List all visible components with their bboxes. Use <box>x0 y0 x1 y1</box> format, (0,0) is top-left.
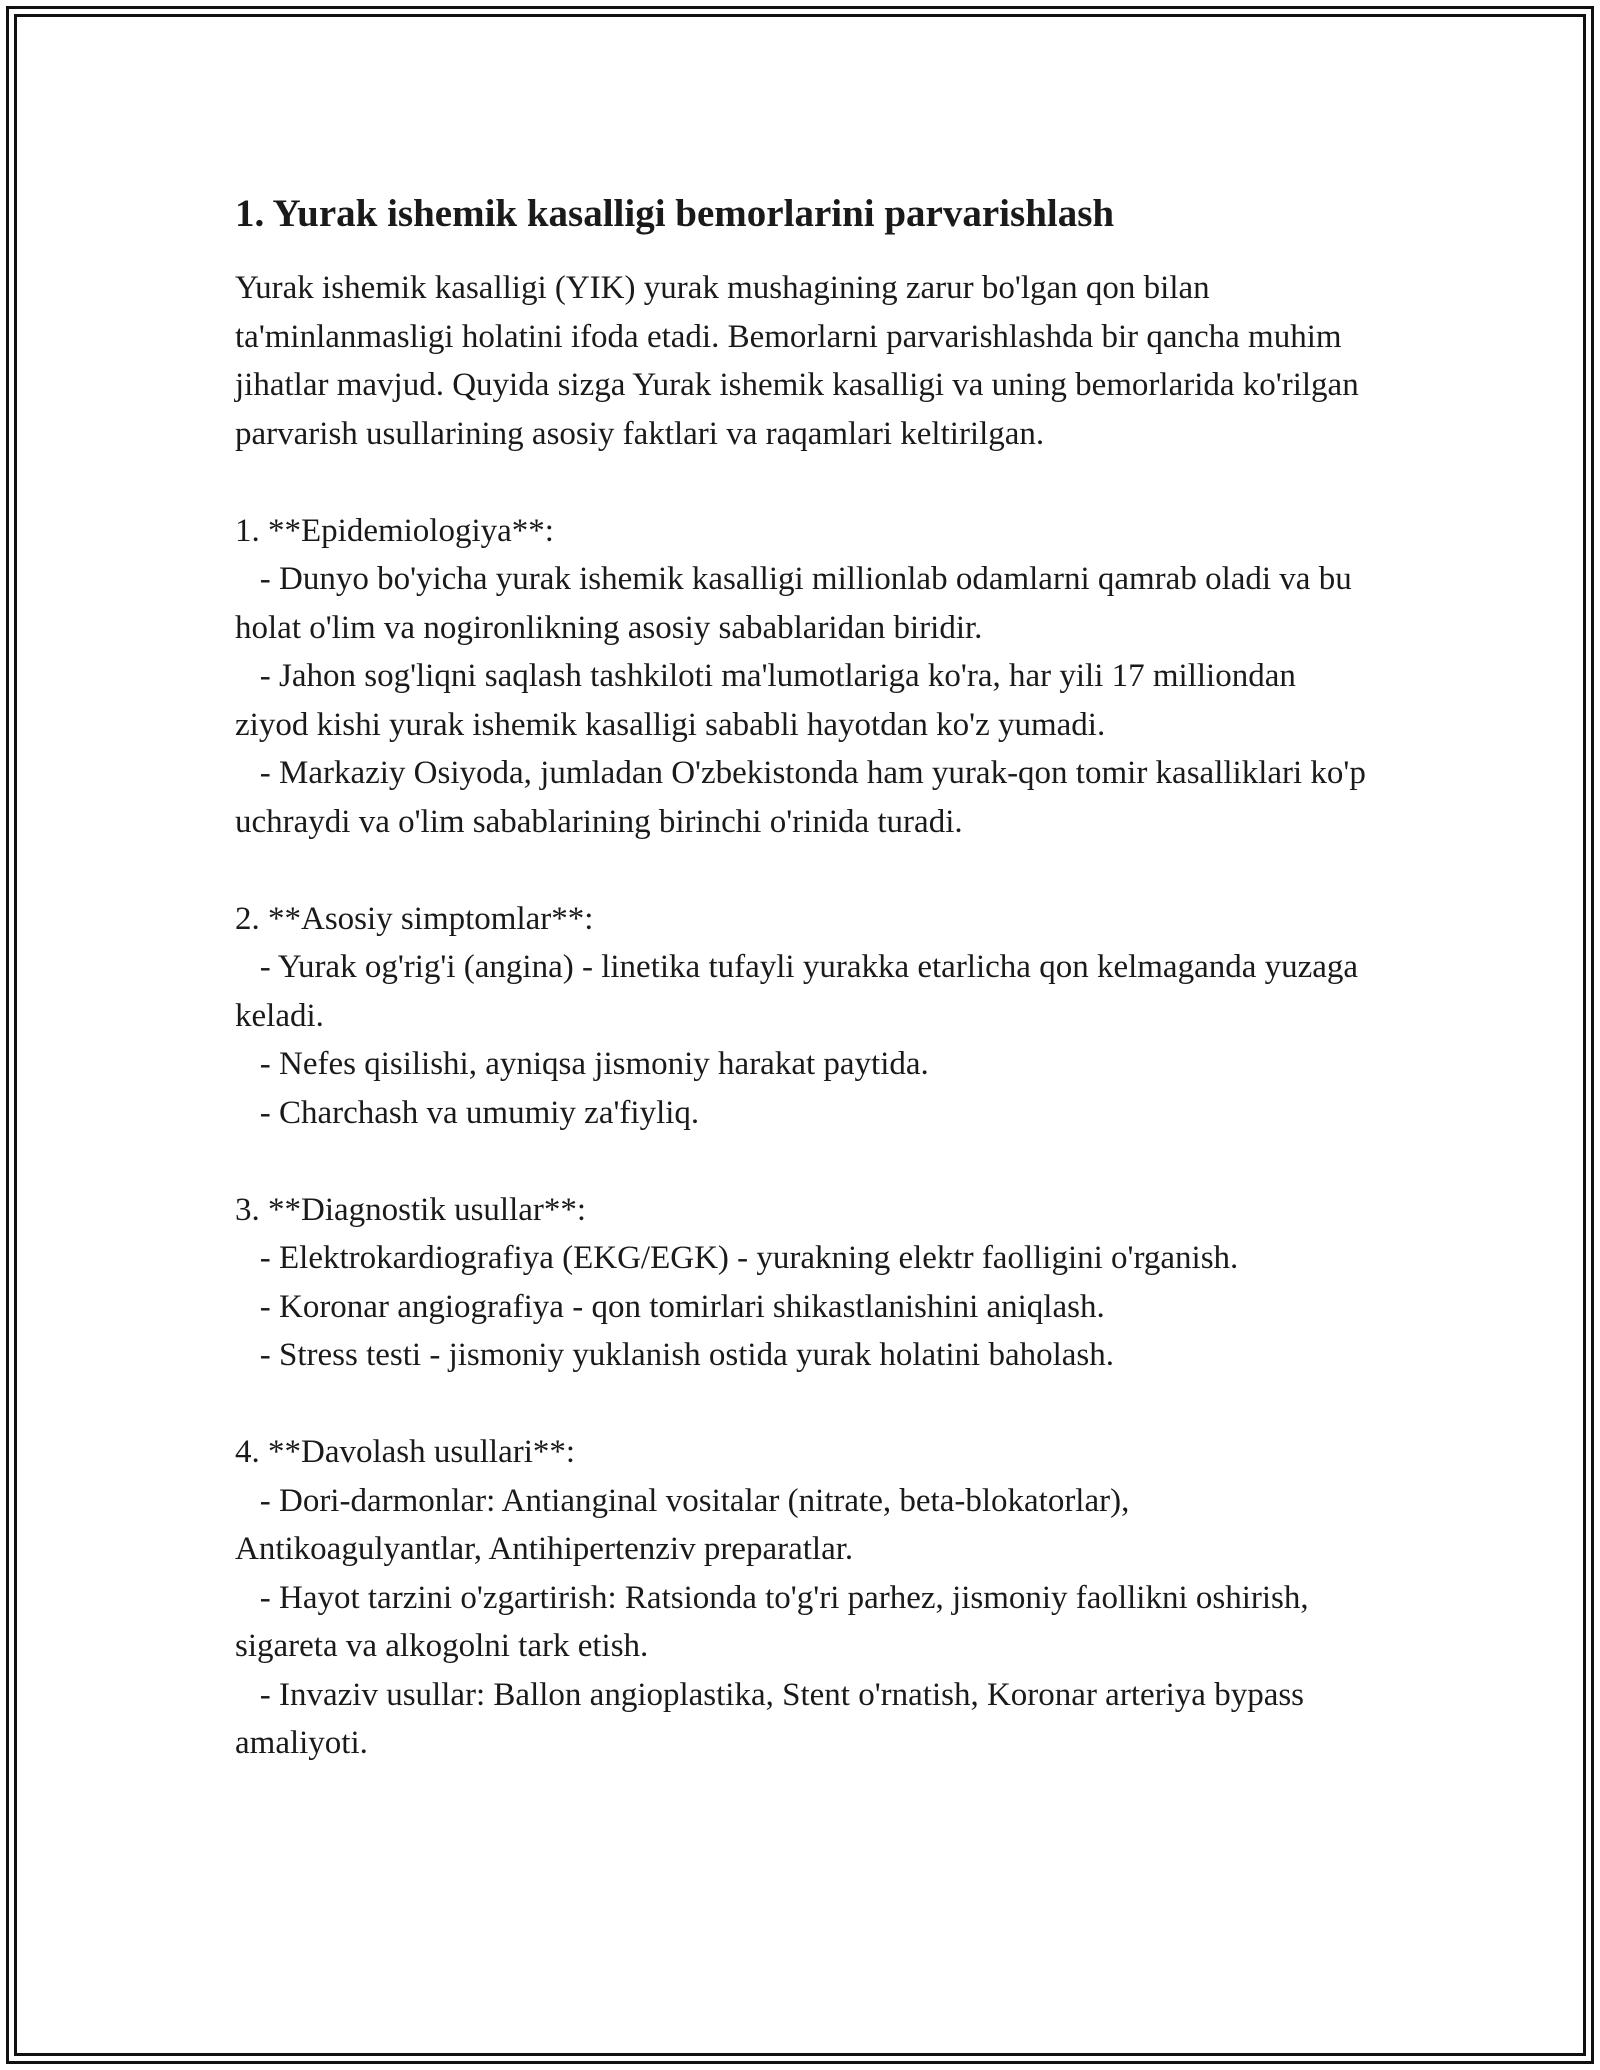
section-symptoms <box>235 895 1375 1138</box>
section-heading: 3. **Diagnostik usullar**: <box>235 1191 587 1228</box>
list-item: - Stress testi - jismoniy yuklanish ostida yurak holatini baholash. <box>235 1337 1114 1373</box>
list-item: - Dunyo bo'yicha yurak ishemik kasalligi millionlab odamlarni qamrab oladi va bu holat o'lim va nogironlikning asosiy sabablaridan biridir. <box>235 561 1360 646</box>
list-item: - Charchash va umumiy za'fiyliq. <box>235 1094 700 1131</box>
list-item: - Nefes qisilishi, ayniqsa jismoniy harakat paytida. <box>235 1046 929 1082</box>
section-heading: 2. **Asosiy simptomlar**: <box>235 900 594 937</box>
list-item: - Jahon sog'liqni saqlash tashkiloti ma'lumotlariga ko'ra, har yili 17 milliondan ziyod kishi yurak ishemik kasalligi sababli hayotdan ko'z yumadi. <box>235 658 1305 743</box>
section-treatment <box>235 1428 1375 1768</box>
section-heading: 4. **Davolash usullari**: <box>235 1434 576 1470</box>
list-item: - Markaziy Osiyoda, jumladan O'zbekistonda ham yurak-qon tomir kasalliklari ko'p uchraydi va o'lim sabablarining birinchi o'rinida turadi. <box>235 755 1375 840</box>
document-body <box>235 186 1375 1768</box>
list-item: - Invaziv usullar: Ballon angioplastika, Stent o'rnatish, Koronar arteriya bypass amaliyoti. <box>235 1676 1313 1761</box>
intro-paragraph: Yurak ishemik kasalligi (YIK) yurak mushagining zarur bo'lgan qon bilan ta'minlanmasligi holatini ifoda etadi. Bemorlarni parvarishlashda bir qancha muhim jihatlar mavjud. Quyida sizga Yurak ishemik kasalligi va uning bemorlarida ko'rilgan parvarish usullarining asosiy faktlari va raqamlari keltirilgan. <box>235 270 1367 452</box>
document-title: 1. Yurak ishemik kasalligi bemorlarini parvarishlash <box>235 192 1115 235</box>
list-item: - Dori-darmonlar: Antianginal vositalar (nitrate, beta-blokatorlar), Antikoagulyantlar, Antihipertenziv preparatlar. <box>235 1482 1136 1567</box>
section-diagnostics <box>235 1186 1375 1380</box>
list-item: - Yurak og'rig'i (angina) - linetika tufayli yurakka etarlicha qon kelmaganda yuzaga keladi. <box>235 949 1367 1034</box>
list-item: - Elektrokardiografiya (EKG/EGK) - yurakning elektr faolligini o'rganish. <box>235 1240 1239 1276</box>
section-epidemiology <box>235 507 1375 847</box>
list-item: - Hayot tarzini o'zgartirish: Ratsionda to'g'ri parhez, jismoniy faollikni oshirish, sigareta va alkogolni tark etish. <box>235 1579 1317 1664</box>
section-heading: 1. **Epidemiologiya**: <box>235 512 554 549</box>
list-item: - Koronar angiografiya - qon tomirlari shikastlanishini aniqlash. <box>235 1288 1105 1325</box>
